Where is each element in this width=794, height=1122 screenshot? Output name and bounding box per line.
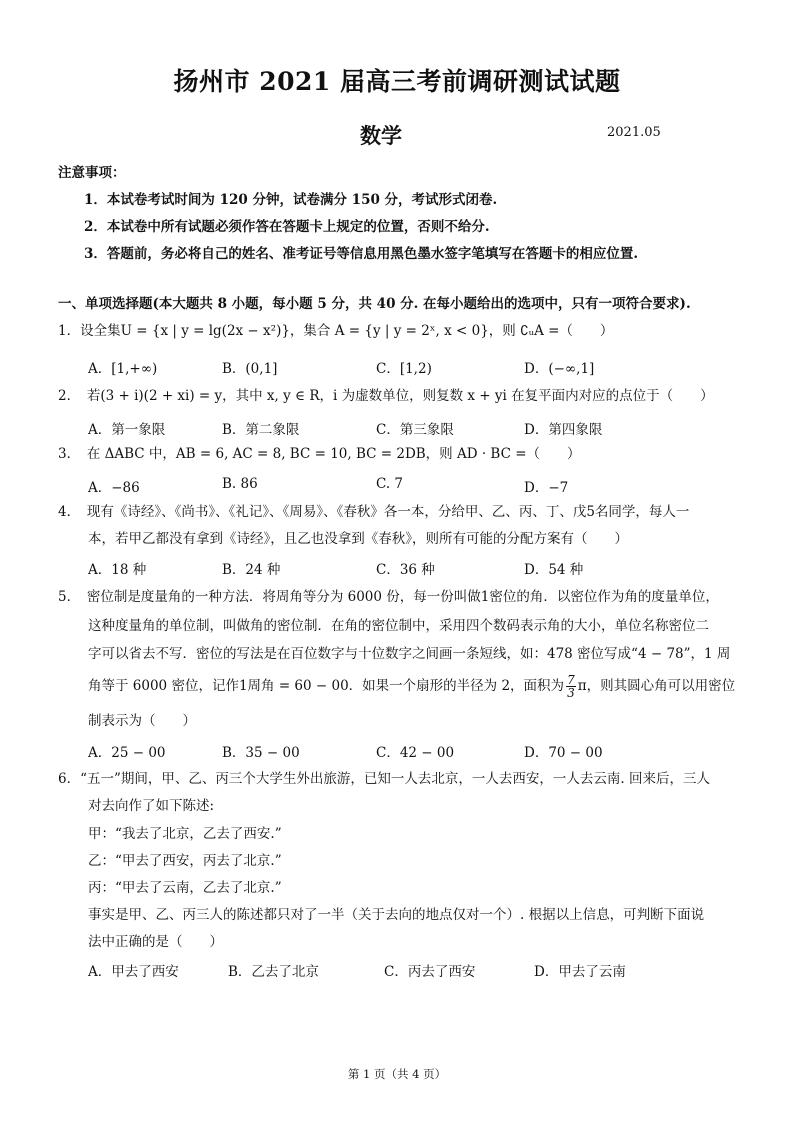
- note-item: 3．答题前，务必将自己的姓名、准考证号等信息用黑色墨水签字笔填写在答题卡的相应位置.: [84, 246, 639, 262]
- option-d: D．第四象限: [524, 422, 603, 438]
- option-b: B．乙去了北京: [228, 964, 319, 980]
- question-4-line: 4． 现有《诗经》、《尚书》、《礼记》、《周易》、《春秋》各一本，分给甲、乙、丙、丁、戊5名同学，每人一: [58, 504, 690, 520]
- question-5-line-text: π，则其圆心角可以用密位: [577, 678, 736, 694]
- note-item: 1．本试卷考试时间为 120 分钟，试卷满分 150 分，考试形式闭卷.: [84, 192, 498, 208]
- option-c: C．第三象限: [376, 422, 454, 438]
- question-3-stem: 3． 在 ΔABC 中，AB = 6, AC = 8, BC = 10, BC = 2DB，则 AD · BC =（ ）: [58, 446, 581, 462]
- exam-date: 2021.05: [607, 125, 661, 140]
- option-c: C．丙去了西安: [384, 964, 476, 980]
- question-6-line: 丙：“甲去了云南，乙去了北京.”: [88, 880, 282, 896]
- option-b: B．第二象限: [222, 422, 300, 438]
- question-6-line: 法中正确的是（ ）: [88, 934, 223, 950]
- option-b: B. 86: [222, 476, 258, 492]
- option-a: A．25 − 00: [88, 745, 166, 761]
- option-d: D．甲去了云南: [534, 964, 626, 980]
- option-a: A．−86: [88, 480, 140, 496]
- option-d: D．70 − 00: [524, 745, 603, 761]
- fraction-denominator: 3: [567, 686, 575, 700]
- option-a: A．甲去了西安: [88, 964, 179, 980]
- question-1-stem: 1．设全集U = {x | y = lg(2x − x²)}，集合 A = {y | y = 2ˣ, x < 0}，则 ∁ᵤA =（ ）: [58, 323, 614, 339]
- question-5-line: [88, 674, 735, 699]
- question-5-line: 5． 密位制是度量角的一种方法．将周角等分为 6000 份，每一份叫做1密位的角．以密位作为角的度量单位，: [58, 589, 719, 605]
- option-d: D．54 种: [524, 562, 584, 578]
- option-a: A．[1,+∞): [88, 361, 158, 377]
- question-6-line: 事实是甲、乙、丙三人的陈述都只对了一半（关于去向的地点仅对一个）. 根据以上信息，可判断下面说: [88, 907, 705, 923]
- section-heading: 一、单项选择题(本大题共 8 小题，每小题 5 分，共 40 分. 在每小题给出的选项中，只有一项符合要求).: [58, 296, 691, 312]
- question-5-line: 这种度量角的单位制，叫做角的密位制．在角的密位制中，采用四个数码表示角的大小，单位名称密位二: [88, 618, 709, 634]
- page-title: 扬州市 2021 届高三考前调研测试试题: [173, 67, 621, 96]
- question-2-stem: 2． 若(3 + i)(2 + xi) = y，其中 x, y ∈ R，i 为虚数单位，则复数 x + yi 在复平面内对应的点位于（ ）: [58, 388, 714, 404]
- question-6-line: 6．“五一”期间，甲、乙、丙三个大学生外出旅游，已知一人去北京，一人去西安，一人去云南. 回来后，三人: [58, 771, 710, 787]
- option-b: B．24 种: [222, 562, 281, 578]
- option-d: D．(−∞,1]: [524, 361, 595, 377]
- subject-title: 数学: [360, 123, 402, 148]
- option-d: D．−7: [524, 480, 569, 496]
- option-c: C. 7: [376, 476, 404, 492]
- question-6-line: 对去向作了如下陈述:: [88, 798, 215, 814]
- question-6-line: 乙：“甲去了西安，丙去了北京.”: [88, 853, 282, 869]
- option-a: A．18 种: [88, 562, 147, 578]
- area-fraction: [566, 674, 576, 699]
- option-c: C．42 − 00: [376, 745, 455, 761]
- question-5-line: 制表示为（ ）: [88, 713, 196, 729]
- fraction-numerator: 7: [567, 673, 575, 687]
- question-4-line: 本，若甲乙都没有拿到《诗经》，且乙也没拿到《春秋》，则所有可能的分配方案有（ ）: [88, 531, 628, 547]
- option-c: C．36 种: [376, 562, 435, 578]
- option-b: B．(0,1]: [222, 361, 278, 377]
- note-item: 2．本试卷中所有试题必须作答在答题卡上规定的位置，否则不给分.: [84, 219, 490, 235]
- question-6-line: 甲：“我去了北京，乙去了西安.”: [88, 826, 282, 842]
- option-a: A．第一象限: [88, 422, 166, 438]
- option-b: B．35 − 00: [222, 745, 300, 761]
- notes-heading: 注意事项：: [58, 165, 126, 181]
- question-5-line: 字可以省去不写．密位的写法是在百位数字与十位数字之间画一条短线，如：478 密位写成“4 − 78”，1 周: [88, 646, 731, 662]
- question-5-line-text: 角等于 6000 密位，记作1周角 = 60 − 00．如果一个扇形的半径为 2，面积为: [88, 678, 565, 694]
- option-c: C．[1,2): [376, 361, 432, 377]
- page-number: 第 1 页（共 4 页）: [347, 1067, 447, 1081]
